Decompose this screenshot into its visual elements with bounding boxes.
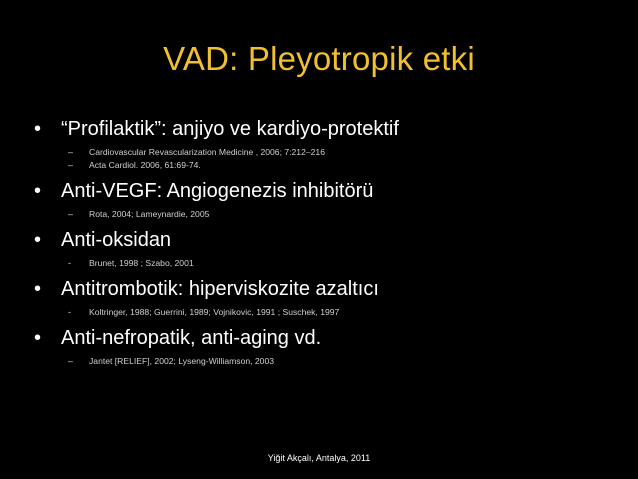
reference-text: Cardiovascular Revascularization Medicine , 2006; 7:212–216 [89,147,325,157]
bullet-text: Anti-oksidan [61,229,172,251]
bullet-icon: • [34,180,42,202]
dash-icon: – [68,356,74,366]
bullet-text: Anti-nefropatik, anti-aging vd. [61,327,322,349]
sub-item [34,355,628,368]
dash-icon: - [68,307,71,317]
reference-text: Brunet, 1998 ; Szabo, 2001 [89,258,194,268]
dash-icon: – [68,147,74,157]
sub-item [34,257,628,270]
dash-icon: - [68,258,71,268]
sub-item [34,306,628,319]
bullet-icon: • [34,278,42,300]
slide-footer: Yiğit Akçalı, Antalya, 2011 [267,453,371,463]
list-item [34,323,628,372]
reference-text: Koltringer, 1988; Guerrini, 1989; Vojnikovic, 1991 ; Suschek, 1997 [89,307,340,317]
bullet-icon: • [34,327,42,349]
slide-title: VAD: Pleyotropik etki [163,40,475,77]
sub-item [34,208,628,221]
reference-text: Rota, 2004; Lameynardie, 2005 [89,209,210,219]
list-item [34,225,628,274]
bullet-text: “Profilaktik”: anjiyo ve kardiyo-protektif [61,118,399,140]
dash-icon: – [68,209,74,219]
bullet-text: Anti-VEGF: Angiogenezis inhibitörü [61,180,374,202]
bullet-icon: • [34,118,42,140]
sub-item [34,146,628,159]
list-item [34,274,628,323]
reference-text: Jantet [RELIEF], 2002; Lyseng-Williamson, 2003 [89,356,275,366]
bullet-icon: • [34,229,42,251]
reference-text: Acta Cardiol. 2006, 61:69-74. [89,160,201,170]
bullet-list [34,114,628,372]
bullet-text: Antitrombotik: hiperviskozite azaltıcı [61,278,379,300]
sub-item [34,159,628,172]
list-item [34,176,628,225]
dash-icon: – [68,160,74,170]
list-item [34,114,628,176]
